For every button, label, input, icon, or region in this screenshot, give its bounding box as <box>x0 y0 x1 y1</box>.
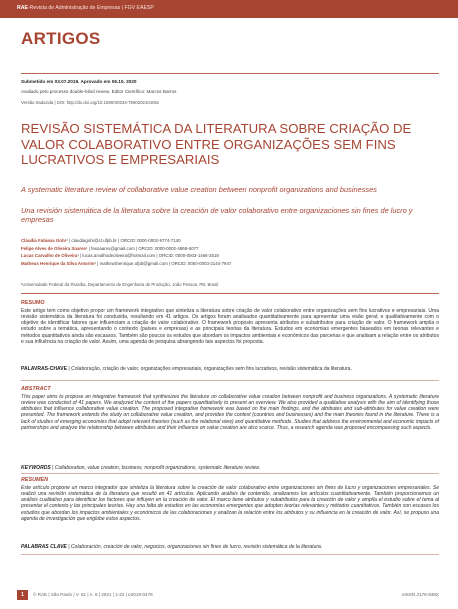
page-number: 1 <box>17 590 28 600</box>
header-divider <box>21 73 439 74</box>
keywords-list: | Collaboration, value creation, business, nonprofit organizations, systematic literature review. <box>50 465 261 471</box>
footer-issn: eISSN 2178-938X <box>401 592 439 597</box>
article-title: REVISÃO SISTEMÁTICA DA LITERATURA SOBRE CRIAÇÃO DE VALOR COLABORATIVO ENTRE ORGANIZAÇÕES SEM FINS LUCRATIVOS E EMPRESARIAIS <box>21 121 412 167</box>
author-info[interactable]: ¹ | fasoaares@gmail.com | ORCID: 0000-0002-4968-6077 <box>86 245 199 251</box>
doi-line[interactable]: Versão traduzida | DOI: http://dx.doi.org/10.1590/S0034-759020210406x <box>21 100 159 105</box>
article-title-spanish: Una revisión sistemática de la literatura sobre la creación de valor colaborativo entre organizaciones sin fines de lucro y empresas <box>21 206 413 224</box>
journal-header-text <box>17 5 154 11</box>
section-divider <box>21 554 439 555</box>
author-name: Felipe Alves de Oliveira Soares <box>21 245 86 251</box>
palabras-clave-list: | Colaboración, creación de valor, negocios, organizaciones sin fines de lucro, revisión sistemática de la literatura. <box>66 544 323 550</box>
author-info[interactable]: ¹ | lucas.arvalhodeoliveira@hotmail.com | ORCID: 0000-0003-1466-2518 <box>77 253 219 259</box>
author-info[interactable]: ¹ | claudiagohr@ct.ufpb.br | ORCID: 0000-0002-9774-7140 <box>66 238 181 243</box>
keywords-label: KEYWORDS <box>21 465 51 471</box>
resumen-heading: RESUMEN <box>21 477 48 483</box>
authors-divider <box>21 293 439 294</box>
abstract-heading: ABSTRACT <box>21 386 51 392</box>
journal-abbreviation: RAE <box>17 5 28 11</box>
palabras-clave-label: PALABRAS CLAVE <box>21 544 67 550</box>
article-title-english: A systematic literature review of collaborative value creation between nonprofit organizations and businesses <box>21 185 377 194</box>
palabras-clave <box>21 544 439 550</box>
journal-header-bar <box>0 0 458 18</box>
resumo-text: Este artigo tem como objetivo propor um framework integrativo que sintetiza a literatura sobre criação de valor colaborativo entre organizações sem fins lucrativos e empresariais. Uma revisão sistemática da literatura foi conduzida, resultando em 41 artigos. Os artigos foram analisados quantitativamente para apresentar uma visão geral; e qualitativamente com o objetivo de identificar fatores que influenciam a criação de valor colaborativo. O framework proposto apresenta atributos e subatributos para criação de valor. O framework amplia o estudo sobre a temática, apresentando o contexto (países e empresas) e as principais teorias da literatura. Estudos em economias emergentes baseados em teorias relevantes e métodos quantitativos ainda são escassos. Também são poucos os estudos que abordam os impactos ambientais e econômicos das parcerias e que analisam a relação entre os atributos e sua influência na criação de valor. Assim, uma agenda de pesquisa abrangendo tais aspectos foi proposta. <box>21 308 439 345</box>
author-list <box>21 237 439 268</box>
author-name: Cláudia Fabiana Gohr <box>21 238 67 243</box>
author-name: Matheus Henrique da Silva Amorim <box>21 261 95 267</box>
author-line <box>21 260 439 268</box>
palavras-chave-label: PALAVRAS-CHAVE <box>21 366 67 372</box>
journal-name: -Revista de Administração de Empresas | FGV EAESP <box>27 5 154 11</box>
section-title: ARTIGOS <box>21 29 101 48</box>
footer-citation: © RAE | São Paulo | V. 61 | n. 6 | 2021 | 1-22 | e2019-0478 <box>33 592 153 597</box>
keywords <box>21 465 439 471</box>
palavras-chave-list: | Colaboração, criação de valor, organizações empresariais, organizações sem fins lucrativos, revisão sistemática da literatura. <box>66 366 352 372</box>
author-line <box>21 252 439 260</box>
review-info: Avaliado pelo processo double-blind review. Editor Científico: Marcos Barros <box>21 89 177 94</box>
resumen-text: Este artículo propone un marco integrador que sintetiza la literatura sobre la creación de valor colaborativo entre organizaciones sin fines de lucro y organizaciones empresariales. Se realizó una revisión sistemática de la literatura que resultó en 41 artículos. Aplicando análisis de contenido, analizamos los artículos cuantitativamente. También proporcionamos un análisis cualitativo para identificar los factores que influyen en la creación de valor. El marco tiene atributos y subatributos para la creación de valor y amplía el estudio sobre el tema al presentar el contexto y las principales teorías. Hay una falta de estudios en las economías emergentes que adopten teorías relevantes y métodos cuantitativos. También son escasos los estudios que abordan los impactos ambientales y económicos de las colaboraciones y analizan la relación entre los atributos y su influencia en la creación de valor. Así, se propuso una agenda de investigación que englobe estos aspectos. <box>21 485 439 522</box>
submission-dates: Submetido em 03.07.2019. Aprovado em 06.10. 2020 <box>21 79 137 84</box>
palavras-chave <box>21 366 439 372</box>
resumo-heading: RESUMO <box>21 300 45 306</box>
section-divider <box>21 380 439 381</box>
affiliation: ¹Universidade Federal da Paraíba, Departamento de Engenharia de Produção, João Pessoa, PB, Brasil <box>21 282 219 287</box>
author-name: Lucas Carvalho de Oliveira <box>21 253 78 259</box>
abstract-text: This paper aims to propose an integrative framework that synthesizes the literature on collaborative value creation between nonprofit and business organizations. A systematic literature review was conducted of 41 papers. We analyzed the content of the papers quantitatively to present an overview. We also provided a qualitative analysis with the aim of identifying those attributes that influence collaborative value creation. The proposed integrative framework was based on the main findings, and the attributes and sub-attributes for value creation were presented. The framework extends the study on collaborative value creation, and provides the context (countries and businesses) and the main theories found in the literature. There is a lack of studies of emerging economies that adopt relevant theories (such as the relational view) and quantitative methods. Studies that address the environmental and economic impacts of partnerships and analyze the relationship between attributes and their influence on value creation are also scarce. Thus, a research agenda was proposed encompassing such aspects. <box>21 394 439 431</box>
author-line <box>21 245 439 253</box>
author-info[interactable]: ¹ | matheushenrique.ufpb@gmail.com | ORCID: 0000-0003-2144-7947 <box>94 261 232 267</box>
section-divider <box>21 473 439 474</box>
author-line <box>21 237 439 245</box>
